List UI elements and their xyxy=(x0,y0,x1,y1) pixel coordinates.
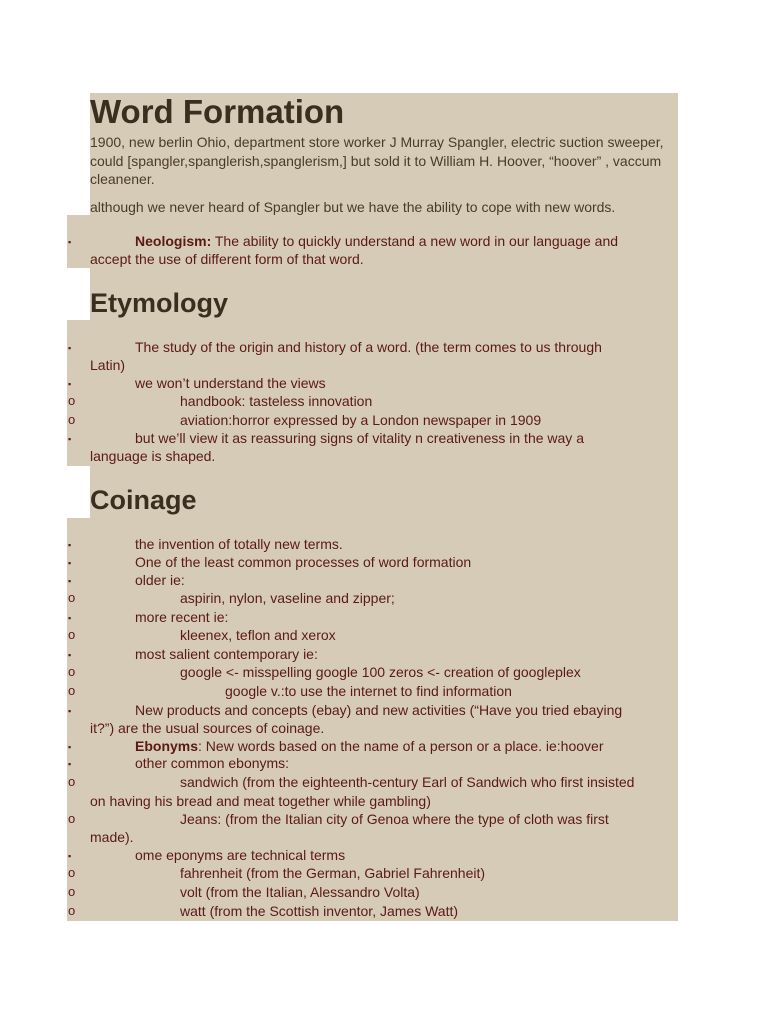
list-item-continued: language is shaped. xyxy=(90,448,216,464)
bullet-marker: ▪ xyxy=(68,706,72,716)
sub-list-item: volt (from the Italian, Alessandro Volta) xyxy=(180,884,420,900)
sub-list-item: google <- misspelling google 100 zeros <- creation of googleplex xyxy=(180,664,581,680)
neologism-term: Neologism: xyxy=(135,233,212,249)
ebonyms-line xyxy=(135,738,603,754)
sub-list-item: handbook: tasteless innovation xyxy=(180,393,373,409)
circle-marker: o xyxy=(68,590,76,605)
bullet-marker: ▪ xyxy=(68,379,72,389)
sub-list-item: kleenex, teflon and xerox xyxy=(180,627,336,643)
bullet-marker: ▪ xyxy=(68,540,72,550)
circle-marker: o xyxy=(68,903,76,918)
ebonyms-definition: : New words based on the name of a person or a place. ie:hoover xyxy=(198,738,604,754)
circle-marker: o xyxy=(68,683,76,698)
coinage-heading: Coinage xyxy=(90,485,197,515)
bullet-marker: ▪ xyxy=(68,650,72,660)
etymology-heading: Etymology xyxy=(90,288,229,318)
bullet-marker: ▪ xyxy=(68,576,72,586)
circle-marker: o xyxy=(68,412,76,427)
circle-marker: o xyxy=(68,884,76,899)
page-title: Word Formation xyxy=(90,93,345,130)
circle-marker: o xyxy=(68,865,76,880)
bullet-marker: ▪ xyxy=(68,759,72,769)
list-item: most salient contemporary ie: xyxy=(135,646,318,662)
list-item: older ie: xyxy=(135,572,185,588)
bullet-marker: ▪ xyxy=(68,343,72,353)
sub-sub-list-item: google v.:to use the internet to find information xyxy=(225,683,512,699)
neologism-line-continued: accept the use of different form of that word. xyxy=(90,251,364,267)
list-item: the invention of totally new terms. xyxy=(135,536,343,552)
list-item: more recent ie: xyxy=(135,609,229,625)
sub-list-item: aspirin, nylon, vaseline and zipper; xyxy=(180,590,395,606)
list-item: we won’t understand the views xyxy=(135,375,326,391)
intro-paragraph: 1900, new berlin Ohio, department store worker J Murray Spangler, electric suction sweeper, could [spangler,spanglerish,spanglerism,] but sold it to William H. Hoover, “hoover” , vaccum cleanener. xyxy=(90,134,664,187)
neologism-line xyxy=(135,233,618,249)
list-item: ome eponyms are technical terms xyxy=(135,847,346,863)
sub-list-item: aviation:horror expressed by a London newspaper in 1909 xyxy=(180,412,542,428)
sub-list-item: sandwich (from the eighteenth-century Earl of Sandwich who first insisted xyxy=(180,774,635,790)
circle-marker: o xyxy=(68,811,76,826)
list-item: The study of the origin and history of a word. (the term comes to us through xyxy=(135,339,602,355)
ebonyms-term: Ebonyms xyxy=(135,738,199,754)
bullet-marker: ▪ xyxy=(68,434,72,444)
bullet-marker: ▪ xyxy=(68,851,72,861)
list-item-continued: it?”) are the usual sources of coinage. xyxy=(90,720,325,736)
sub-list-item-continued: on having his bread and meat together while gambling) xyxy=(90,793,431,809)
bullet-marker: ▪ xyxy=(68,558,72,568)
list-item: but we’ll view it as reassuring signs of vitality n creativeness in the way a xyxy=(135,430,584,446)
list-item: One of the least common processes of word formation xyxy=(135,554,472,570)
circle-marker: o xyxy=(68,664,76,679)
intro-note: although we never heard of Spangler but we have the ability to cope with new words. xyxy=(90,199,616,215)
list-item: other common ebonyms: xyxy=(135,755,290,771)
circle-marker: o xyxy=(68,393,76,408)
sub-list-item: watt (from the Scottish inventor, James Watt) xyxy=(180,903,459,919)
bullet-marker: ▪ xyxy=(68,237,72,247)
neologism-definition: The ability to quickly understand a new word in our language and xyxy=(211,233,619,249)
sub-list-item: Jeans: (from the Italian city of Genoa where the type of cloth was first xyxy=(180,811,609,827)
bullet-marker: ▪ xyxy=(68,742,72,752)
list-item-continued: Latin) xyxy=(90,357,126,373)
sub-list-item: fahrenheit (from the German, Gabriel Fahrenheit) xyxy=(180,865,486,881)
circle-marker: o xyxy=(68,774,76,789)
bullet-marker: ▪ xyxy=(68,613,72,623)
list-item: New products and concepts (ebay) and new activities (“Have you tried ebaying xyxy=(135,702,623,718)
sub-list-item-continued: made). xyxy=(90,829,134,845)
circle-marker: o xyxy=(68,627,76,642)
